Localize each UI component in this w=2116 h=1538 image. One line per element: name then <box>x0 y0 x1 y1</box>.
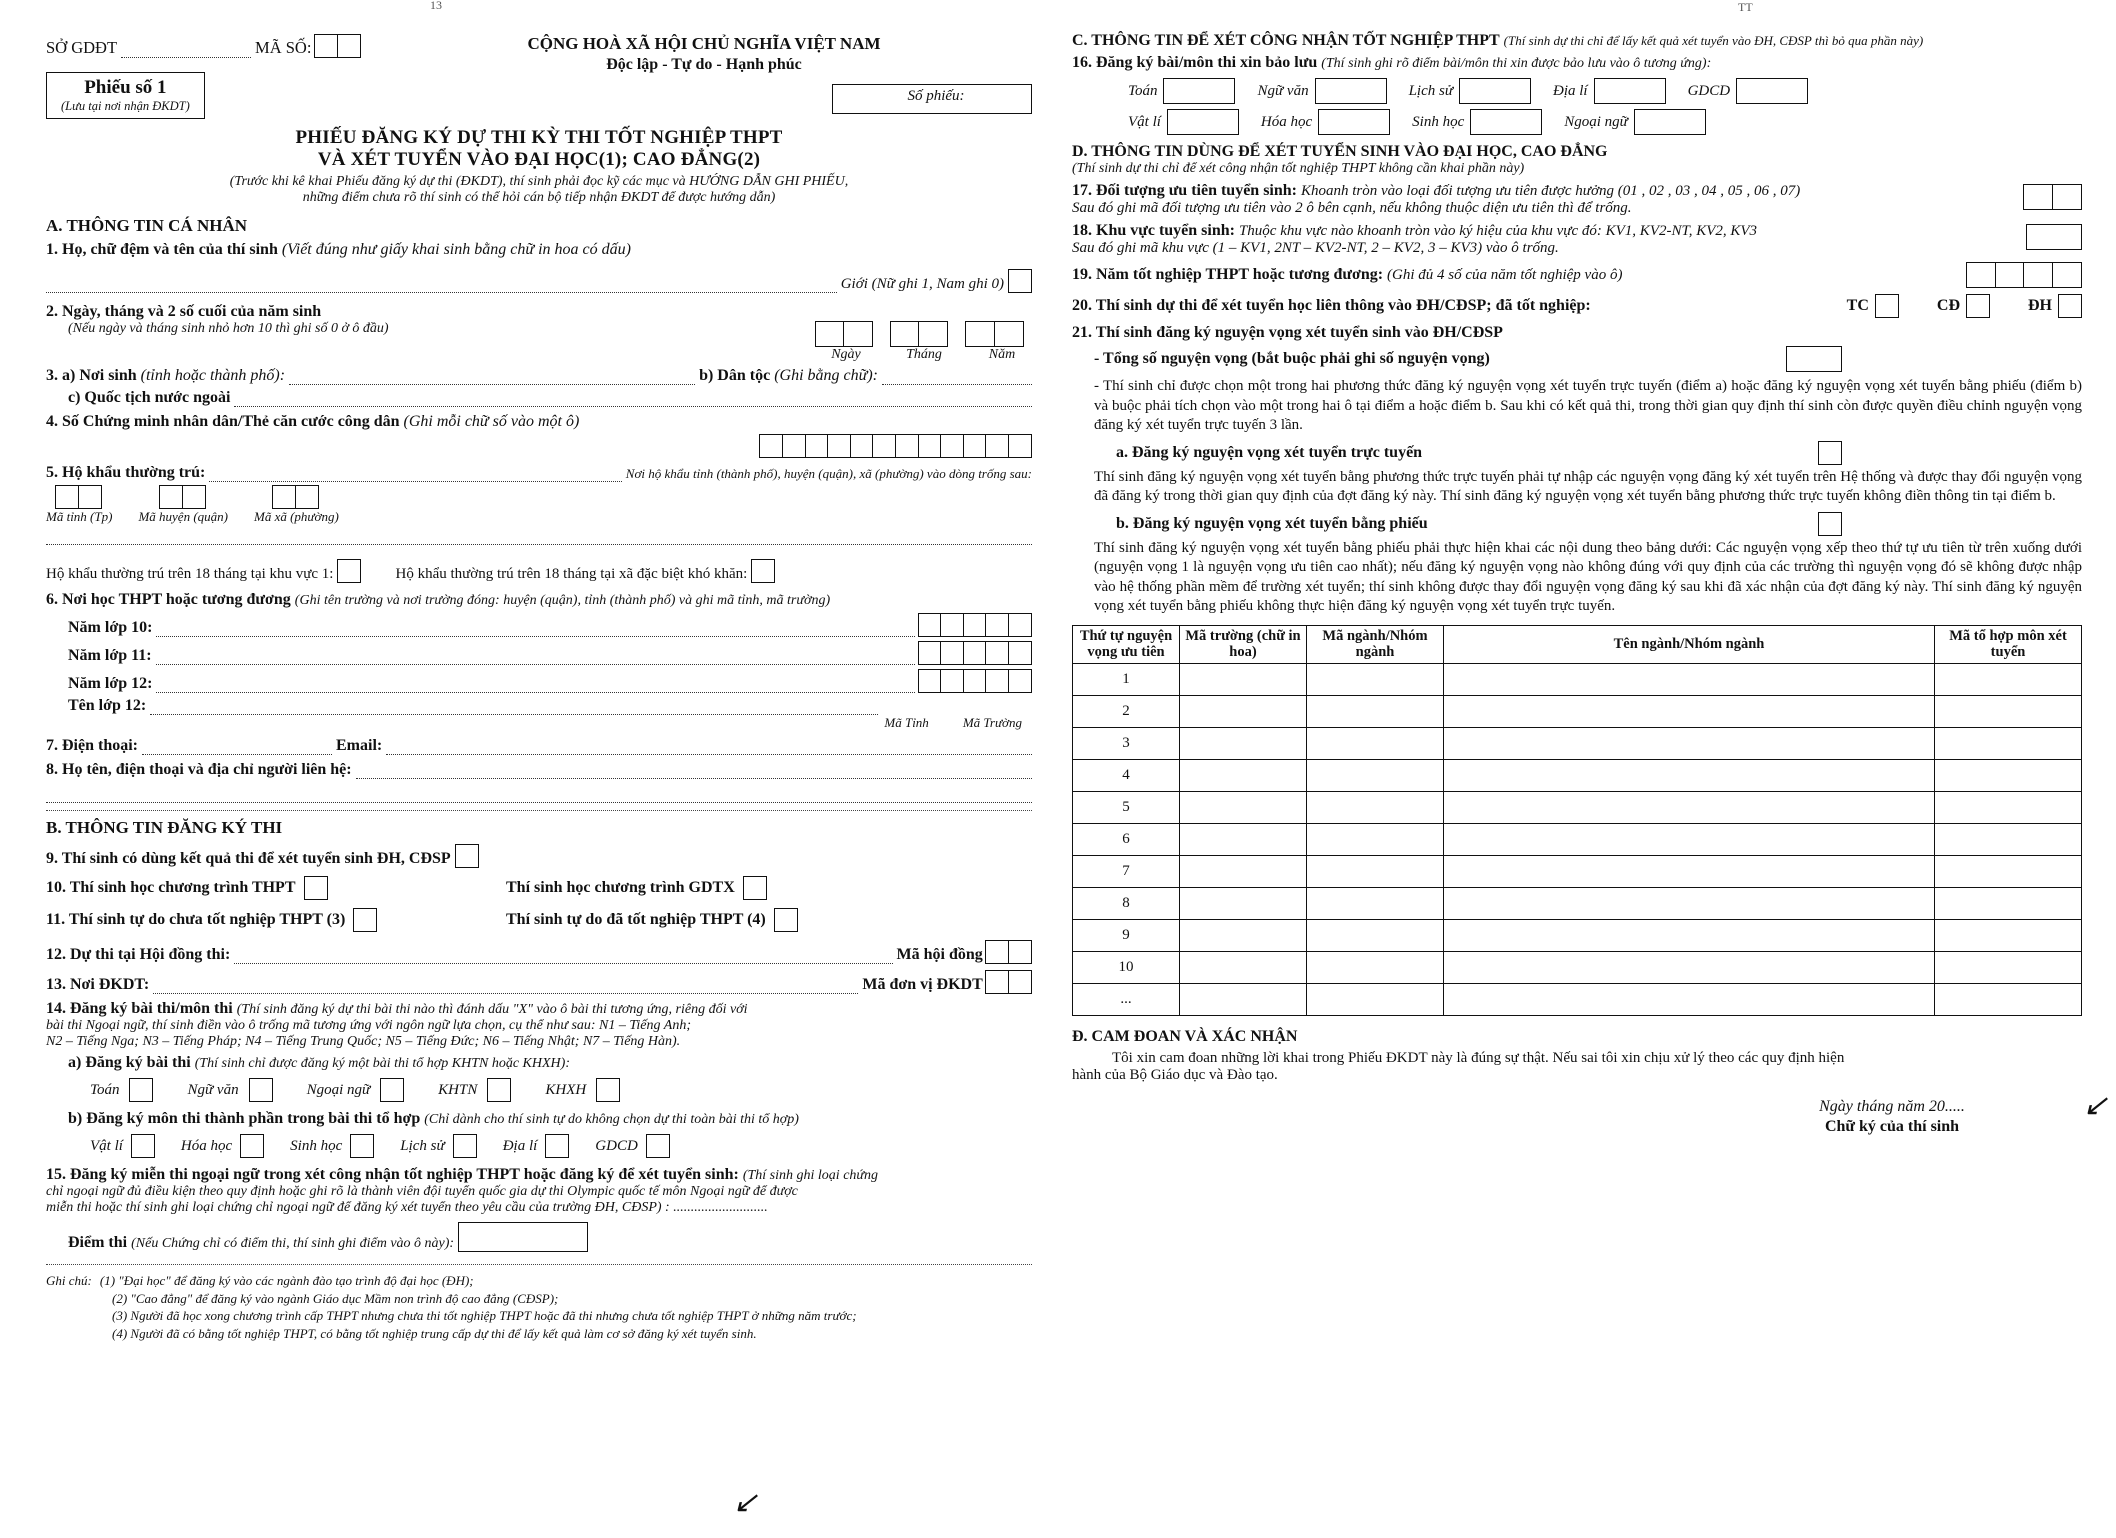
chu-ky-thi-sinh: Chữ ký của thí sinh <box>1824 1117 1960 1135</box>
q6-label: 6. Nơi học THPT hoặc tương đương <box>46 591 291 609</box>
row-index: 9 <box>1073 919 1180 951</box>
q3b-input[interactable] <box>882 371 1032 385</box>
section-d-note: (Thí sinh dự thi chỉ để xét công nhận tốt nghiệp THPT không cần khai phần này) <box>1072 161 1525 176</box>
cell-ma-truong[interactable] <box>1180 983 1307 1015</box>
lop11-input[interactable] <box>156 651 915 665</box>
lop11-label: Năm lớp 11: <box>68 647 152 665</box>
th-ma-to-hop: Mã tổ hợp môn xét tuyển <box>1935 625 2082 663</box>
diemthi-note: (Nếu Chứng chỉ có điểm thi, thí sinh ghi điểm vào ô này): <box>131 1236 455 1252</box>
ghichu-item-3: (4) Người đã có bằng tốt nghiệp THPT, có bằng tốt nghiệp trung cấp dự thi để lấy kết quả làm cơ sở đăng ký xét tuyển sinh. <box>112 1325 757 1341</box>
lop11-ma-boxes[interactable] <box>919 641 1032 665</box>
cell-ma-nganh[interactable] <box>1307 791 1444 823</box>
q9-box[interactable] <box>455 844 479 868</box>
q14-note-2: bài thi Ngoại ngữ, thí sinh điền vào ô trống mã tương ứng với ngôn ngữ lựa chọn, cụ thể như sau: N1 – Tiếng Anh; <box>46 1018 691 1034</box>
q13-input[interactable] <box>153 980 858 994</box>
montp-label-4: Địa lí <box>502 1137 538 1154</box>
cell-ma-to-hop[interactable] <box>1935 759 2082 791</box>
q13-label: 13. Nơi ĐKDT: <box>46 976 150 994</box>
page-mark-left: 13 <box>430 0 442 12</box>
cell-ma-truong[interactable] <box>1180 727 1307 759</box>
montp-box-diali[interactable] <box>545 1134 569 1158</box>
cell-ten-nganh[interactable] <box>1444 759 1935 791</box>
cell-ma-to-hop[interactable] <box>1935 983 2082 1015</box>
q17-label: 17. Đối tượng ưu tiên tuyển sinh: <box>1072 182 1297 199</box>
baoluu-label-6: Hóa học <box>1260 113 1313 130</box>
cell-ten-nganh[interactable] <box>1444 887 1935 919</box>
th-ten-nganh: Tên ngành/Nhóm ngành <box>1444 625 1935 663</box>
cell-ma-nganh[interactable] <box>1307 759 1444 791</box>
q3c-input[interactable] <box>234 393 1032 407</box>
montp-label-2: Sinh học <box>290 1137 343 1154</box>
nam-boxes[interactable] <box>966 321 1023 347</box>
q21b-box[interactable] <box>1818 512 1842 536</box>
cell-ten-nganh[interactable] <box>1444 727 1935 759</box>
baoluu-box-hoahoc[interactable] <box>1318 109 1390 135</box>
q11b-box[interactable] <box>774 908 798 932</box>
q3a-label: 3. a) Nơi sinh <box>46 367 137 385</box>
montp-label-3: Lịch sử <box>400 1137 445 1154</box>
table-row[interactable] <box>1073 887 2082 919</box>
q19-boxes[interactable] <box>1968 262 2082 288</box>
th-ma-nganh: Mã ngành/Nhóm ngành <box>1307 625 1444 663</box>
baoluu-label-8: Ngoại ngữ <box>1564 113 1628 130</box>
q3a-note: (tỉnh hoặc thành phố): <box>140 367 286 385</box>
row-index: 3 <box>1073 727 1180 759</box>
lop10-input[interactable] <box>156 623 915 637</box>
q1-name-input[interactable] <box>46 279 837 293</box>
cell-ma-to-hop[interactable] <box>1935 919 2082 951</box>
montp-label-0: Vật lí <box>90 1137 123 1154</box>
table-header-row <box>1073 625 2082 663</box>
hk18-xa-label: Hộ khẩu thường trú trên 18 tháng tại xã đặc biệt khó khăn: <box>395 566 748 583</box>
q21b-paragraph: Thí sinh đăng ký nguyện vọng xét tuyển bằng phiếu phải thực hiện khai các nội dung theo bảng dưới: Các nguyện vọng xếp theo thứ tự ưu tiên từ trên xuống dưới (nguyện vọng 1 là nguyện vọng ưu tiên cao nhất); nếu đăng ký nguyện vọng nào không đúng với quy định của các trường thì nguyện vọng đó sẽ không được nhập vào hệ thống phần mềm để trường xét tuyển; thí sinh không được thay đổi nguyện vọng đăng ký sau khi đã xác nhận của đợt đăng ký này. Thí sinh đăng ký nguyện vọng xét tuyển bằng phiếu không thực hiện đăng ký nguyện vọng xét tuyển trực tuyến. <box>1094 539 2082 614</box>
so-gddt-dots <box>121 44 251 58</box>
ngay-boxes[interactable] <box>816 321 873 347</box>
cell-ten-nganh[interactable] <box>1444 823 1935 855</box>
q14-note-3: N2 – Tiếng Nga; N3 – Tiếng Pháp; N4 – Tiếng Trung Quốc; N5 – Tiếng Đức; N6 – Tiếng Nhật; N7 – Tiếng Hàn). <box>46 1034 681 1050</box>
table-row[interactable] <box>1073 919 2082 951</box>
cell-ma-nganh[interactable] <box>1307 887 1444 919</box>
thang-label: Tháng <box>906 347 942 363</box>
cell-ten-nganh[interactable] <box>1444 951 1935 983</box>
baoluu-label-1: Ngữ văn <box>1257 82 1309 99</box>
q14a-note: (Thí sinh chỉ được đăng ký một bài thi tổ hợp KHTN hoặc KHXH): <box>194 1056 570 1072</box>
table-row[interactable] <box>1073 759 2082 791</box>
cell-ten-nganh[interactable] <box>1444 983 1935 1015</box>
cell-ma-to-hop[interactable] <box>1935 695 2082 727</box>
montp-label-5: GDCD <box>595 1137 638 1154</box>
ngay-thang-nam: Ngày tháng năm 20..... <box>1819 1097 1965 1115</box>
ma-so-label: MÃ SỐ: <box>255 38 312 57</box>
montp-box-hoahoc[interactable] <box>240 1134 264 1158</box>
q11b-label: Thí sinh tự do đã tốt nghiệp THPT (4) <box>506 911 766 929</box>
q4-label: 4. Số Chứng minh nhân dân/Thẻ căn cước công dân <box>46 413 400 431</box>
q18-box[interactable] <box>2026 224 2082 250</box>
cell-ma-nganh[interactable] <box>1307 855 1444 887</box>
cell-ma-to-hop[interactable] <box>1935 791 2082 823</box>
q10a-box[interactable] <box>304 876 328 900</box>
th-ma-truong: Mã trường (chữ in hoa) <box>1180 625 1307 663</box>
cell-ma-to-hop[interactable] <box>1935 727 2082 759</box>
cell-ma-nganh[interactable] <box>1307 727 1444 759</box>
row-index: 10 <box>1073 951 1180 983</box>
baoluu-label-5: Vật lí <box>1128 113 1161 130</box>
row-index: 5 <box>1073 791 1180 823</box>
national-header-1: CỘNG HOÀ XÃ HỘI CHỦ NGHĨA VIỆT NAM <box>527 34 881 53</box>
form-note-2: những điểm chưa rõ thí sinh có thể hỏi cán bộ tiếp nhận ĐKDT để được hướng dẫn) <box>302 190 776 206</box>
q5-input[interactable] <box>209 468 621 482</box>
baoluu-box-nguvan[interactable] <box>1315 78 1387 104</box>
cell-ten-nganh[interactable] <box>1444 855 1935 887</box>
q13-ma-boxes[interactable] <box>987 970 1032 994</box>
cell-ma-nganh[interactable] <box>1307 951 1444 983</box>
q20-opt-2: ĐH <box>2028 297 2052 314</box>
table-row[interactable] <box>1073 951 2082 983</box>
divider-footnotes <box>46 1264 1032 1265</box>
q21-total-box[interactable] <box>1786 346 1842 372</box>
phieu-badge <box>46 72 205 119</box>
q21-label: 21. Thí sinh đăng ký nguyện vọng xét tuyển sinh vào ĐH/CĐSP <box>1072 324 1503 341</box>
table-row[interactable] <box>1073 983 2082 1015</box>
baithi-label-3: KHTN <box>438 1081 478 1098</box>
signature-mark-left: ↙ <box>732 1486 758 1519</box>
nam-label: Năm <box>988 347 1016 363</box>
baithi-box-khtn[interactable] <box>487 1078 511 1102</box>
lop10-label: Năm lớp 10: <box>68 619 153 637</box>
q20-box-tc[interactable] <box>1875 294 1899 318</box>
ghichu-item-0: (1) "Đại học" để đăng ký vào các ngành đào tạo trình độ đại học (ĐH); <box>99 1273 474 1289</box>
q16-note: (Thí sinh ghi rõ điểm bài/môn thi xin được bảo lưu vào ô tương ứng): <box>1321 56 1712 71</box>
q15-label: 15. Đăng ký miễn thi ngoại ngữ trong xét công nhận tốt nghiệp THPT hoặc đăng ký để xét tuyển sinh: <box>46 1166 739 1184</box>
ghichu-item-1: (2) "Cao đẳng" để đăng ký vào ngành Giáo dục Mầm non trình độ cao đẳng (CĐSP); <box>112 1290 559 1306</box>
baithi-box-toan[interactable] <box>129 1078 153 1102</box>
q8-line-2[interactable] <box>46 789 1032 803</box>
cell-ma-to-hop[interactable] <box>1935 855 2082 887</box>
q12-ma-label: Mã hội đồng <box>896 946 983 964</box>
q21a-paragraph: Thí sinh đăng ký nguyện vọng xét tuyển bằng phương thức trực tuyến phải tự nhập các nguyện vọng đăng ký xét tuyển trên Hệ thống và được thay đổi nguyện vọng đã đăng ký trong thời gian quy định của đợt đăng ký này. Thí sinh đăng ký nguyện vọng xét tuyển bằng phương thức trực tuyến không điền thông tin tại điểm b. <box>1094 468 2082 504</box>
q20-box-cd[interactable] <box>1966 294 1990 318</box>
cell-ma-truong[interactable] <box>1180 887 1307 919</box>
gioi-label: Giới (Nữ ghi 1, Nam ghi 0) <box>840 276 1004 293</box>
cell-ma-nganh[interactable] <box>1307 663 1444 695</box>
q5-label: 5. Hộ khẩu thường trú: <box>46 464 206 482</box>
q14-note-1: (Thí sinh đăng ký dự thi bài thi nào thì đánh dấu "X" vào ô bài thi tương ứng, riêng đối với <box>236 1002 748 1018</box>
th-thu-tu: Thứ tự nguyện vọng ưu tiên <box>1073 625 1180 663</box>
ghichu-label: Ghi chú: <box>46 1273 92 1289</box>
lop10-ma-boxes[interactable] <box>919 613 1032 637</box>
q7-email-input[interactable] <box>386 741 1032 755</box>
ma-truong-label: Mã Trường <box>962 715 1022 731</box>
table-row[interactable] <box>1073 823 2082 855</box>
q13-ma-label: Mã đơn vị ĐKDT <box>862 976 983 994</box>
q11a-box[interactable] <box>353 908 377 932</box>
nguyen-vong-table <box>1072 625 2082 1016</box>
q15-note-1: (Thí sinh ghi loại chứng <box>742 1168 879 1184</box>
baithi-box-ngoaingu[interactable] <box>380 1078 404 1102</box>
baoluu-box-ngoaingu[interactable] <box>1634 109 1706 135</box>
page-mark-right: TT <box>1738 0 1753 14</box>
q2-note: (Nếu ngày và tháng sinh nhỏ hơn 10 thì ghi số 0 ở ô đầu) <box>68 321 389 337</box>
ma-so-boxes[interactable] <box>315 34 360 58</box>
q21a-label: a. Đăng ký nguyện vọng xét tuyển trực tuyến <box>1116 443 1423 461</box>
baoluu-box-diali[interactable] <box>1594 78 1666 104</box>
q21-intro-paragraph: - Thí sinh chỉ được chọn một trong hai phương thức đăng ký nguyện vọng xét tuyển trực tuyến (điểm a) hoặc đăng ký nguyện vọng xét tuyển bằng phiếu (điểm b) và buộc phải tích chọn vào một trong hai ô tại điểm a hoặc điểm b. Sau khi có kết quả thi, trong thời gian quy định thí sinh còn được quyền điều chỉnh nguyện vọng đăng ký xét tuyển trực tuyến 3 lần. <box>1094 378 2082 433</box>
montp-box-sinhhoc[interactable] <box>350 1134 374 1158</box>
tenlop12-label: Tên lớp 12: <box>68 697 147 715</box>
q20-opt-1: CĐ <box>1936 297 1960 314</box>
q17-note: Khoanh tròn vào loại đối tượng ưu tiên được hưởng (01 , 02 , 03 , 04 , 05 , 06 , 07) <box>1300 183 1801 199</box>
table-row[interactable] <box>1073 663 2082 695</box>
baoluu-label-0: Toán <box>1128 82 1158 99</box>
row-index: 2 <box>1073 695 1180 727</box>
baithi-box-khxh[interactable] <box>596 1078 620 1102</box>
q7-email-label: Email: <box>336 737 383 755</box>
q1-label: 1. Họ, chữ đệm và tên của thí sinh <box>46 241 278 259</box>
baithi-label-1: Ngữ văn <box>187 1081 239 1098</box>
section-c-note: (Thí sinh dự thi chỉ để lấy kết quả xét tuyển vào ĐH, CĐSP thì bỏ qua phần này) <box>1503 33 1924 48</box>
q19-label: 19. Năm tốt nghiệp THPT hoặc tương đương: <box>1072 266 1384 283</box>
form-title-1: PHIẾU ĐĂNG KÝ DỰ THI KỲ THI TỐT NGHIỆP THPT <box>295 127 783 149</box>
cell-ma-to-hop[interactable] <box>1935 823 2082 855</box>
cell-ten-nganh[interactable] <box>1444 663 1935 695</box>
so-phieu-field[interactable] <box>832 84 1032 114</box>
so-phieu-label: Số phiếu: <box>907 88 965 104</box>
q14a-label: a) Đăng ký bài thi <box>68 1054 191 1072</box>
tenlop12-input[interactable] <box>150 701 878 715</box>
cell-ma-truong[interactable] <box>1180 663 1307 695</box>
q21b-label: b. Đăng ký nguyện vọng xét tuyển bằng phiếu <box>1116 514 1428 532</box>
q15-note-2: chỉ ngoại ngữ đủ điều kiện theo quy định hoặc ghi rõ là thành viên đội tuyển quốc gia dự thi Olympic quốc tế môn Ngoại ngữ để được <box>46 1184 798 1200</box>
phieu-subtitle: (Lưu tại nơi nhận ĐKDT) <box>61 98 190 113</box>
baoluu-box-vatli[interactable] <box>1167 109 1239 135</box>
cell-ten-nganh[interactable] <box>1444 695 1935 727</box>
q10b-box[interactable] <box>743 876 767 900</box>
hk18-xa-box[interactable] <box>751 559 775 583</box>
table-row[interactable] <box>1073 727 2082 759</box>
q7-phone-input[interactable] <box>142 741 332 755</box>
cell-ten-nganh[interactable] <box>1444 791 1935 823</box>
q10b-label: Thí sinh học chương trình GDTX <box>506 879 735 897</box>
cell-ma-nganh[interactable] <box>1307 983 1444 1015</box>
q3a-input[interactable] <box>289 371 695 385</box>
q2-label: 2. Ngày, tháng và 2 số cuối của năm sinh <box>46 303 322 321</box>
baithi-label-2: Ngoại ngữ <box>306 1081 371 1098</box>
national-header-2: Độc lập - Tự do - Hạnh phúc <box>606 56 802 73</box>
q8-input[interactable] <box>356 765 1032 779</box>
q18-note-2: Sau đó ghi mã khu vực (1 – KV1, 2NT – KV2-NT, 2 – KV2, 3 – KV3) vào ô trống. <box>1072 240 1559 256</box>
baoluu-label-3: Địa lí <box>1553 82 1588 99</box>
ma-xa-label: Mã xã (phường) <box>253 509 339 525</box>
q18-label: 18. Khu vực tuyển sinh: <box>1072 222 1235 239</box>
q3c-label: c) Quốc tịch nước ngoài <box>68 389 231 407</box>
cell-ma-nganh[interactable] <box>1307 823 1444 855</box>
ma-tinh-label: Mã Tỉnh <box>884 715 929 731</box>
q21-total-label: - Tổng số nguyện vọng (bắt buộc phải ghi số nguyện vọng) <box>1094 350 1490 367</box>
cell-ma-truong[interactable] <box>1180 695 1307 727</box>
diemthi-label: Điểm thi <box>68 1234 128 1252</box>
q4-note: (Ghi mỗi chữ số vào một ô) <box>403 413 580 431</box>
table-row[interactable] <box>1073 855 2082 887</box>
ma-xa-boxes[interactable] <box>274 485 319 509</box>
divider-a-b <box>46 810 1032 811</box>
q17-boxes[interactable] <box>2025 184 2082 210</box>
baoluu-label-7: Sinh học <box>1412 113 1465 130</box>
q10a-label: 10. Thí sinh học chương trình THPT <box>46 879 296 897</box>
baoluu-box-gdcd[interactable] <box>1736 78 1808 104</box>
q20-label: 20. Thí sinh dự thi để xét tuyển học liên thông vào ĐH/CĐSP; đã tốt nghiệp: <box>1072 297 1591 314</box>
baoluu-label-4: GDCD <box>1687 82 1731 99</box>
q12-input[interactable] <box>234 950 892 964</box>
row-index: 8 <box>1073 887 1180 919</box>
camdoan-line-1: Tôi xin cam đoan những lời khai trong Phiếu ĐKDT này là đúng sự thật. Nếu sai tôi xin chịu xử lý theo các quy định hiện <box>1112 1049 1845 1066</box>
q11a-label: 11. Thí sinh tự do chưa tốt nghiệp THPT (3) <box>46 911 346 929</box>
ma-tinh-tp-boxes[interactable] <box>57 485 102 509</box>
section-c-heading: C. THÔNG TIN ĐỂ XÉT CÔNG NHẬN TỐT NGHIỆP THPT <box>1072 32 1500 49</box>
montp-label-1: Hóa học <box>180 1137 233 1154</box>
ngay-label: Ngày <box>831 347 861 363</box>
signature-mark-right: ↙ <box>2082 1088 2108 1122</box>
q1-note: (Viết đúng như giấy khai sinh bằng chữ in hoa có dấu) <box>281 241 631 259</box>
gioi-box[interactable] <box>1008 269 1032 293</box>
table-row[interactable] <box>1073 791 2082 823</box>
baoluu-box-lichsu[interactable] <box>1459 78 1531 104</box>
form-title-2: VÀ XÉT TUYỂN VÀO ĐẠI HỌC(1); CAO ĐẲNG(2) <box>317 149 761 171</box>
so-gddt-label: SỞ GDĐT <box>46 38 118 57</box>
section-d-heading: D. THÔNG TIN DÙNG ĐỂ XÉT TUYỂN SINH VÀO ĐẠI HỌC, CAO ĐẲNG <box>1072 143 1608 160</box>
ghichu-item-2: (3) Người đã học xong chương trình cấp THPT nhưng chưa thi tốt nghiệp THPT hoặc đã thi nhưng chưa tốt nghiệp THPT ở những năm trước; <box>112 1308 857 1324</box>
cell-ma-truong[interactable] <box>1180 791 1307 823</box>
diemthi-input[interactable] <box>458 1222 588 1252</box>
montp-box-vatli[interactable] <box>131 1134 155 1158</box>
cell-ma-truong[interactable] <box>1180 759 1307 791</box>
q14b-label: b) Đăng ký môn thi thành phần trong bài thi tổ hợp <box>68 1110 421 1128</box>
cell-ma-truong[interactable] <box>1180 823 1307 855</box>
montp-box-lichsu[interactable] <box>453 1134 477 1158</box>
row-index: 1 <box>1073 663 1180 695</box>
right-column <box>1058 0 2116 1538</box>
q17-note-2: Sau đó ghi mã đối tượng ưu tiên vào 2 ô bên cạnh, nếu không thuộc diện ưu tiên thì để trống. <box>1072 200 1632 216</box>
cell-ma-to-hop[interactable] <box>1935 951 2082 983</box>
cell-ma-truong[interactable] <box>1180 855 1307 887</box>
camdoan-line-2: hành của Bộ Giáo dục và Đào tạo. <box>1072 1066 1278 1083</box>
ma-huyen-boxes[interactable] <box>161 485 206 509</box>
q5-address-line[interactable] <box>46 531 1032 545</box>
section-dd-heading: Đ. CAM ĐOAN VÀ XÁC NHẬN <box>1072 1027 1298 1045</box>
q14-label: 14. Đăng ký bài thi/môn thi <box>46 1000 233 1018</box>
hk18-kv1-label: Hộ khẩu thường trú trên 18 tháng tại khu vực 1: <box>46 566 334 583</box>
row-index: 7 <box>1073 855 1180 887</box>
cell-ma-truong[interactable] <box>1180 951 1307 983</box>
row-index: 6 <box>1073 823 1180 855</box>
q12-label: 12. Dự thi tại Hội đồng thi: <box>46 946 231 964</box>
baithi-box-nguvan[interactable] <box>249 1078 273 1102</box>
montp-box-gdcd[interactable] <box>646 1134 670 1158</box>
q19-note: (Ghi đủ 4 số của năm tốt nghiệp vào ô) <box>1387 267 1623 283</box>
ma-huyen-label: Mã huyện (quận) <box>138 509 228 525</box>
q12-ma-boxes[interactable] <box>987 940 1032 964</box>
cell-ma-truong[interactable] <box>1180 919 1307 951</box>
q6-note: (Ghi tên trường và nơi trường đóng: huyện (quận), tỉnh (thành phố) và ghi mã tỉnh, mã trường) <box>294 593 831 609</box>
cell-ma-to-hop[interactable] <box>1935 663 2082 695</box>
baoluu-box-sinhhoc[interactable] <box>1470 109 1542 135</box>
q15-note-3: miễn thi hoặc thí sinh ghi loại chứng chỉ ngoại ngữ để đăng ký xét tuyển theo yêu cầu của trường ĐH, CĐSP) : ........................... <box>46 1200 768 1216</box>
hk18-kv1-box[interactable] <box>337 559 361 583</box>
lop12-label: Năm lớp 12: <box>68 675 153 693</box>
q3b-note: (Ghi bằng chữ): <box>774 367 878 385</box>
q5-note: Nơi hộ khẩu tỉnh (thành phố), huyện (quận), xã (phường) vào dòng trống sau: <box>625 466 1032 482</box>
lop12-input[interactable] <box>156 679 915 693</box>
row-index: ... <box>1073 983 1180 1015</box>
cell-ten-nganh[interactable] <box>1444 919 1935 951</box>
q8-label: 8. Họ tên, điện thoại và địa chỉ người liên hệ: <box>46 761 352 779</box>
baithi-label-4: KHXH <box>545 1081 587 1098</box>
cell-ma-nganh[interactable] <box>1307 919 1444 951</box>
q20-box-dh[interactable] <box>2058 294 2082 318</box>
lop12-ma-boxes[interactable] <box>919 669 1032 693</box>
q16-label: 16. Đăng ký bài/môn thi xin bảo lưu <box>1072 54 1318 71</box>
section-b-heading: B. THÔNG TIN ĐĂNG KÝ THI <box>46 818 283 838</box>
cell-ma-nganh[interactable] <box>1307 695 1444 727</box>
section-a-heading: A. THÔNG TIN CÁ NHÂN <box>46 216 248 236</box>
baoluu-box-toan[interactable] <box>1163 78 1235 104</box>
ma-tinh-tp-label: Mã tỉnh (Tp) <box>46 509 113 525</box>
thang-boxes[interactable] <box>891 321 948 347</box>
row-index: 4 <box>1073 759 1180 791</box>
q18-note: Thuộc khu vực nào khoanh tròn vào ký hiệu của khu vực đó: KV1, KV2-NT, KV2, KV3 <box>1238 223 1758 239</box>
q20-opt-0: TC <box>1846 297 1869 314</box>
phieu-title: Phiếu số 1 <box>84 77 167 98</box>
q9-label: 9. Thí sinh có dùng kết quả thi để xét tuyển sinh ĐH, CĐSP <box>46 850 451 868</box>
baithi-label-0: Toán <box>90 1081 120 1098</box>
q14b-note: (Chỉ dành cho thí sinh tự do không chọn dự thi toàn bài thi tổ hợp) <box>424 1112 799 1128</box>
cccd-boxes[interactable] <box>761 434 1032 458</box>
form-note-1: (Trước khi kê khai Phiếu đăng ký dự thi (ĐKDT), thí sinh phải đọc kỹ các mục và HƯỚNG DẪN GHI PHIẾU, <box>229 174 849 190</box>
q3b-label: b) Dân tộc <box>699 367 771 385</box>
q21a-box[interactable] <box>1818 441 1842 465</box>
cell-ma-to-hop[interactable] <box>1935 887 2082 919</box>
baoluu-label-2: Lịch sử <box>1408 82 1453 99</box>
table-row[interactable] <box>1073 695 2082 727</box>
q7-label: 7. Điện thoại: <box>46 737 138 755</box>
